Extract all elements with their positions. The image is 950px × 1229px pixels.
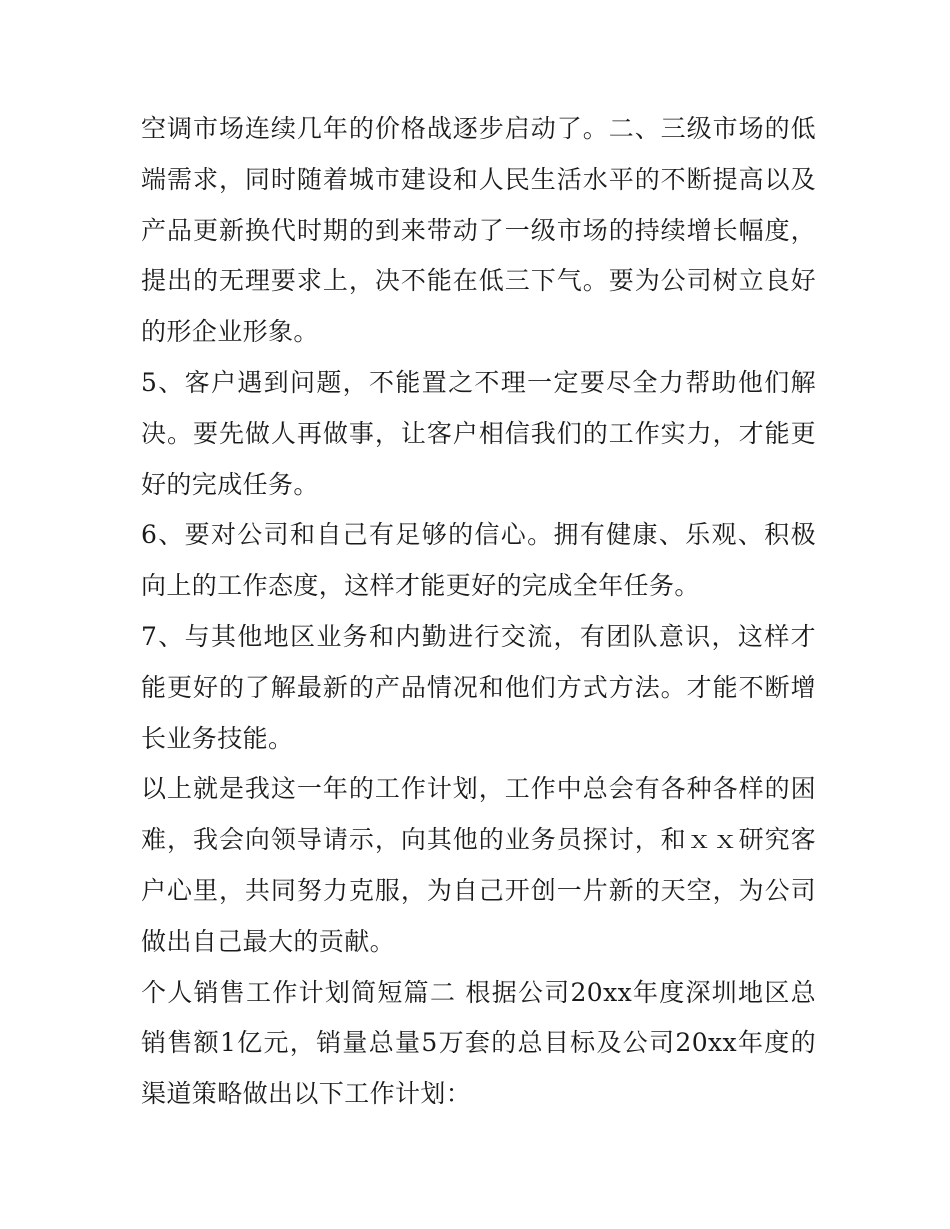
- paragraph-plan-two-intro: 个人销售工作计划简短篇二 根据公司20xx年度深圳地区总销售额1亿元，销量总量5万套的总目标及公司20xx年度的渠道策略做出以下工作计划：: [141, 977, 816, 1109]
- paragraph-market-analysis: 空调市场连续几年的价格战逐步启动了。二、三级市场的低端需求，同时随着城市建设和人民生活水平的不断提高以及产品更新换代时期的到来带动了一级市场的持续增长幅度，提出的无理要求上，决不能在低三下气。要为公司树立良好的形企业形象。: [141, 114, 816, 347]
- paragraph-conclusion: 以上就是我这一年的工作计划，工作中总会有各种各样的困难，我会向领导请示，向其他的业务员探讨，和ｘｘ研究客户心里，共同努力克服，为自己开创一片新的天空，为公司做出自己最大的贡献。: [141, 774, 816, 956]
- paragraph-item-6: 6、要对公司和自己有足够的信心。拥有健康、乐观、积极向上的工作态度，这样才能更好的完成全年任务。: [141, 520, 816, 601]
- paragraph-item-5: 5、客户遇到问题，不能置之不理一定要尽全力帮助他们解决。要先做人再做事，让客户相信我们的工作实力，才能更好的完成任务。: [141, 367, 816, 499]
- document-body: [141, 104, 816, 1120]
- paragraph-item-7: 7、与其他地区业务和内勤进行交流，有团队意识，这样才能更好的了解最新的产品情况和他们方式方法。才能不断增长业务技能。: [141, 621, 816, 753]
